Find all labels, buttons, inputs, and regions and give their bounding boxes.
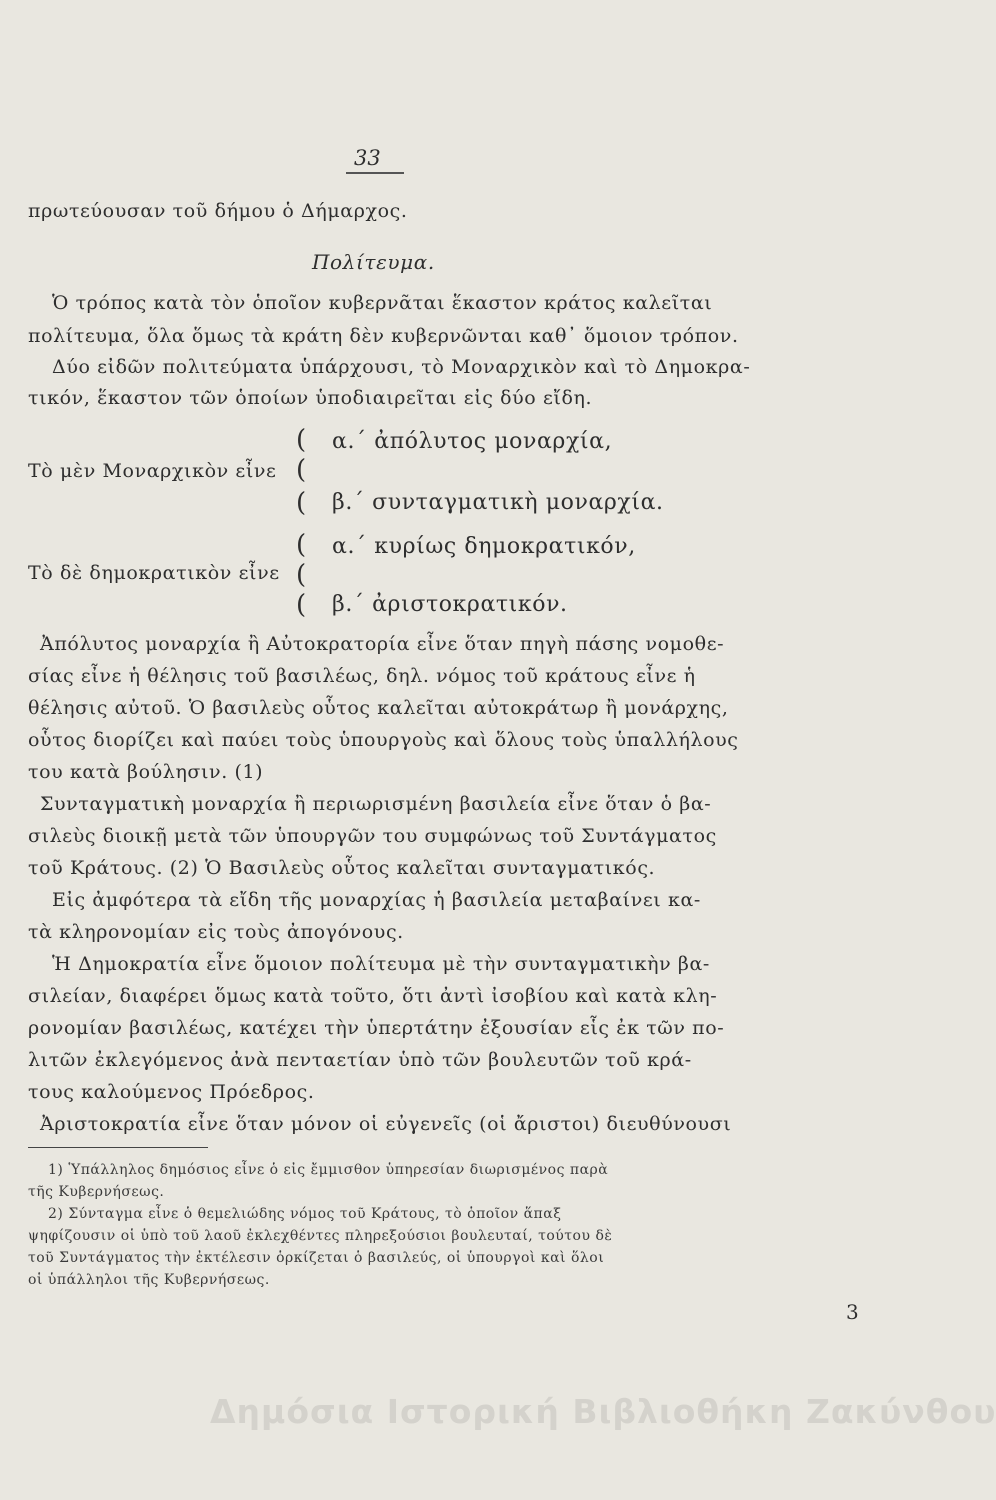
text-line: Ἀριστοκρατία εἶνε ὅταν μόνον οἱ εὐγενεῖς (οἱ ἄριστοι) διευθύνουσι [40, 1113, 732, 1135]
library-watermark: Δημόσια Ιστορική Βιβλιοθήκη Ζακύνθου [210, 1392, 996, 1431]
monarchy-label: Τὸ μὲν Μοναρχικὸν εἶνε [28, 460, 277, 482]
text-line: πρωτεύουσαν τοῦ δήμου ὁ Δήμαρχος. [28, 200, 408, 222]
page-number-rule [346, 172, 404, 174]
footnote-line: 2) Σύνταγμα εἶνε ὁ θεμελιώδης νόμος τοῦ Κράτους, τὸ ὁποῖον ἅπαξ [48, 1206, 562, 1222]
text-line: οὗτος διορίζει καὶ παύει τοὺς ὑπουργοὺς καὶ ὅλους τοὺς ὑπαλλήλους [28, 729, 739, 751]
democracy-type-a: α.΄ κυρίως δημοκρατικόν, [332, 534, 636, 559]
monarchy-type-a: α.΄ ἀπόλυτος μοναρχία, [332, 429, 613, 454]
text-line: πολίτευμα, ὅλα ὅμως τὰ κράτη δὲν κυβερνῶνται καθ᾿ ὅμοιον τρόπον. [28, 325, 739, 347]
text-line: του κατὰ βούλησιν. (1) [28, 761, 264, 783]
text-line: λιτῶν ἐκλεγόμενος ἀνὰ πενταετίαν ὑπὸ τῶν βουλευτῶν τοῦ κρά- [28, 1049, 692, 1071]
democracy-label: Τὸ δὲ δημοκρατικὸν εἶνε [28, 562, 280, 584]
text-line: σιλείαν, διαφέρει ὅμως κατὰ τοῦτο, ὅτι ἀντὶ ἰσοβίου καὶ κατὰ κλη- [28, 985, 718, 1007]
signature-mark: 3 [846, 1300, 859, 1324]
footnote-line: 1) Ὑπάλληλος δημόσιος εἶνε ὁ εἰς ἔμμισθον ὑπηρεσίαν διωρισμένος παρὰ [48, 1162, 609, 1178]
text-line: θέλησις αὐτοῦ. Ὁ βασιλεὺς οὗτος καλεῖται αὐτοκράτωρ ἢ μονάρχης, [28, 697, 729, 719]
bracket: ( [296, 425, 307, 455]
footnote-rule [28, 1147, 208, 1148]
monarchy-type-b: β.΄ συνταγματικὴ μοναρχία. [332, 490, 664, 515]
bracket: ( [296, 488, 307, 518]
bracket: ( [296, 590, 307, 620]
text-line: τικόν, ἕκαστον τῶν ὁποίων ὑποδιαιρεῖται εἰς δύο εἴδη. [28, 387, 593, 409]
text-line: σίας εἶνε ἡ θέλησις τοῦ βασιλέως, δηλ. νόμος τοῦ κράτους εἶνε ἡ [28, 665, 696, 687]
footnote-line: οἱ ὑπάλληλοι τῆς Κυβερνήσεως. [28, 1272, 270, 1288]
bracket: ( [296, 560, 307, 590]
text-line: Συνταγματικὴ μοναρχία ἢ περιωρισμένη βασιλεία εἶνε ὅταν ὁ βα- [40, 793, 712, 815]
section-heading: Πολίτευμα. [312, 250, 435, 274]
text-line: Ὁ τρόπος κατὰ τὸν ὁποῖον κυβερνᾶται ἕκαστον κράτος καλεῖται [52, 292, 713, 314]
text-line: Ἡ Δημοκρατία εἶνε ὅμοιον πολίτευμα μὲ τὴν συνταγματικὴν βα- [52, 953, 710, 975]
bracket: ( [296, 530, 307, 560]
democracy-type-b: β.΄ ἀριστοκρατικόν. [332, 592, 568, 617]
text-line: ρονομίαν βασιλέως, κατέχει τὴν ὑπερτάτην ἐξουσίαν εἷς ἐκ τῶν πο- [28, 1017, 725, 1039]
text-line: τὰ κληρονομίαν εἰς τοὺς ἀπογόνους. [28, 921, 404, 943]
footnote-line: τῆς Κυβερνήσεως. [28, 1184, 165, 1200]
text-line: τοῦ Κράτους. (2) Ὁ Βασιλεὺς οὗτος καλεῖται συνταγματικός. [28, 857, 656, 879]
text-line: σιλεὺς διοικῇ μετὰ τῶν ὑπουργῶν του συμφώνως τοῦ Συντάγματος [28, 825, 717, 847]
footnote-line: ψηφίζουσιν οἱ ὑπὸ τοῦ λαοῦ ἐκλεχθέντες πληρεξούσιοι βουλευταί, τούτου δὲ [28, 1228, 613, 1244]
text-line: Ἀπόλυτος μοναρχία ἢ Αὐτοκρατορία εἶνε ὅταν πηγὴ πάσης νομοθε- [40, 633, 725, 655]
text-line: Δύο εἰδῶν πολιτεύματα ὑπάρχουσι, τὸ Μοναρχικὸν καὶ τὸ Δημοκρα- [52, 356, 751, 378]
page-number: 33 [354, 146, 381, 170]
text-line: Εἰς ἀμφότερα τὰ εἴδη τῆς μοναρχίας ἡ βασιλεία μεταβαίνει κα- [52, 889, 701, 911]
text-line: τους καλούμενος Πρόεδρος. [28, 1081, 315, 1103]
footnote-line: τοῦ Συντάγματος τὴν ἐκτέλεσιν ὁρκίζεται ὁ βασιλεύς, οἱ ὑπουργοὶ καὶ ὅλοι [28, 1250, 605, 1266]
bracket: ( [296, 455, 307, 485]
